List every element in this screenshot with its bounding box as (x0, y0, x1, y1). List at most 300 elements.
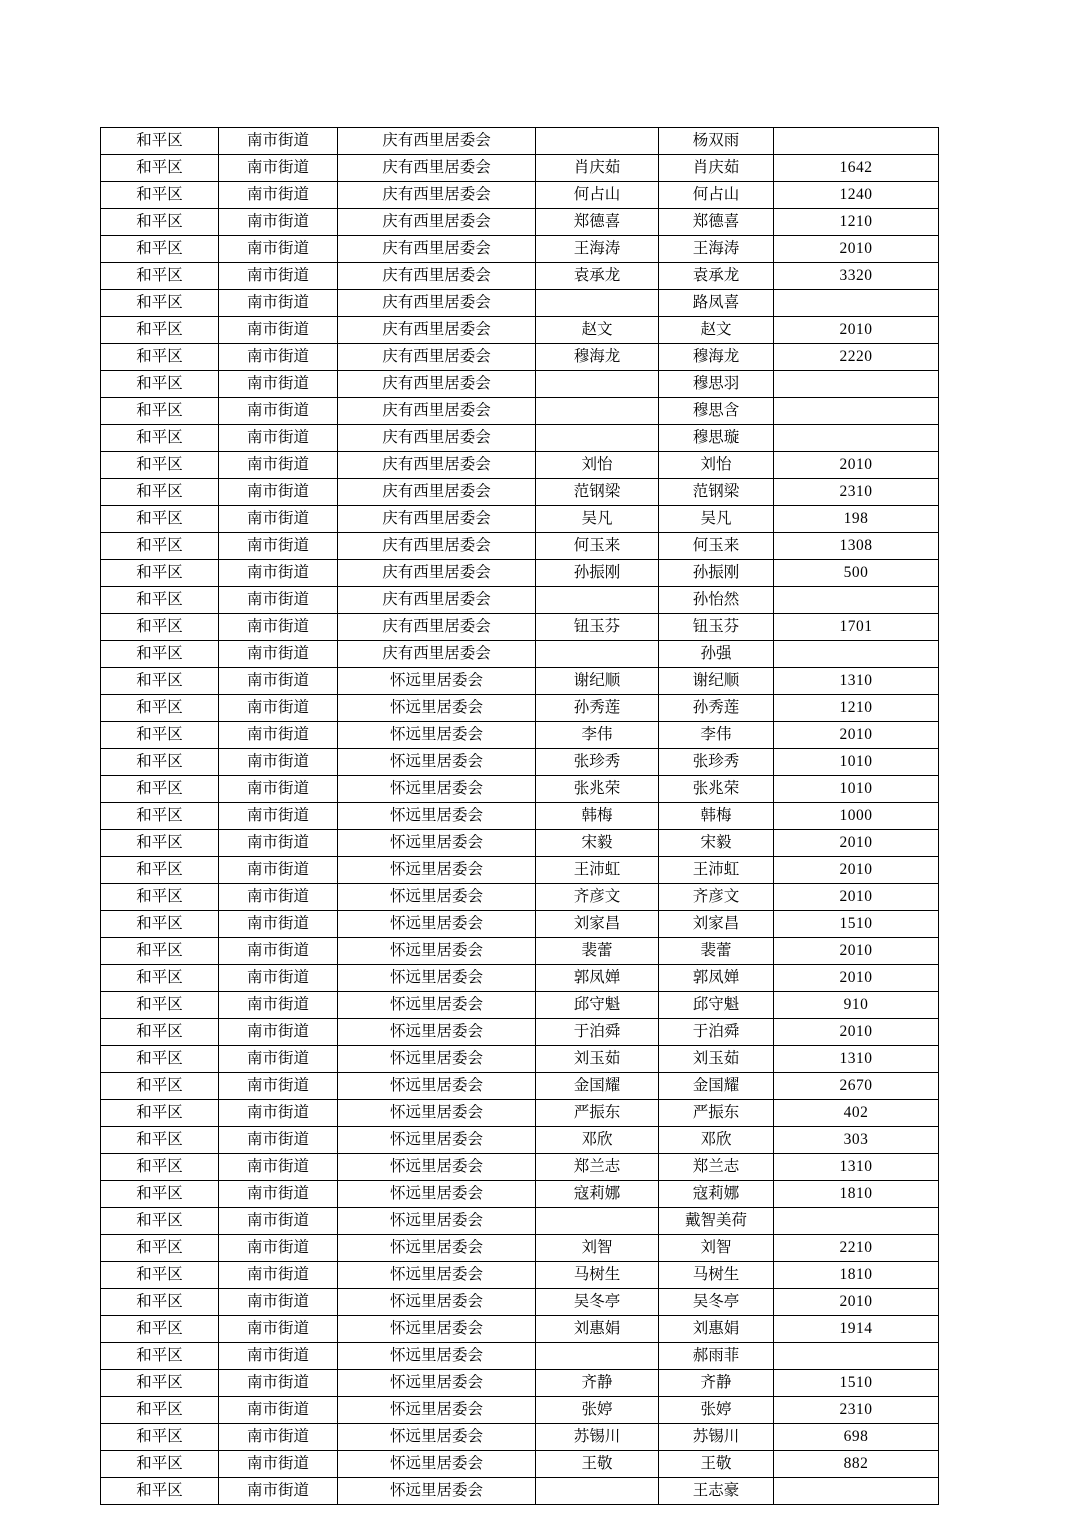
table-row (101, 668, 939, 695)
cell-name_a: 金国耀 (536, 1073, 659, 1100)
table-row (101, 965, 939, 992)
cell-amount: 2010 (774, 857, 939, 884)
cell-committee: 庆有西里居委会 (338, 587, 536, 614)
cell-name_b: 何玉来 (659, 533, 774, 560)
cell-name_b: 邓欣 (659, 1127, 774, 1154)
cell-amount: 2010 (774, 830, 939, 857)
table-row (101, 1208, 939, 1235)
cell-name_a: 张婷 (536, 1397, 659, 1424)
table-row (101, 1154, 939, 1181)
cell-amount: 198 (774, 506, 939, 533)
cell-amount: 1914 (774, 1316, 939, 1343)
cell-amount: 1240 (774, 182, 939, 209)
cell-name_a (536, 398, 659, 425)
cell-amount (774, 1208, 939, 1235)
cell-district: 和平区 (101, 209, 219, 236)
cell-name_a: 邓欣 (536, 1127, 659, 1154)
table-row (101, 1127, 939, 1154)
table-row (101, 830, 939, 857)
table-row (101, 1100, 939, 1127)
cell-amount: 3320 (774, 263, 939, 290)
cell-name_b: 刘怡 (659, 452, 774, 479)
cell-street: 南市街道 (219, 1451, 338, 1478)
table-row (101, 1019, 939, 1046)
cell-amount: 1642 (774, 155, 939, 182)
cell-amount (774, 290, 939, 317)
cell-committee: 怀远里居委会 (338, 1208, 536, 1235)
cell-district: 和平区 (101, 344, 219, 371)
cell-committee: 庆有西里居委会 (338, 425, 536, 452)
cell-district: 和平区 (101, 290, 219, 317)
cell-amount: 1701 (774, 614, 939, 641)
cell-name_b: 范钢梁 (659, 479, 774, 506)
cell-street: 南市街道 (219, 695, 338, 722)
cell-amount: 402 (774, 1100, 939, 1127)
cell-street: 南市街道 (219, 614, 338, 641)
cell-street: 南市街道 (219, 938, 338, 965)
cell-name_b: 赵文 (659, 317, 774, 344)
cell-name_b: 袁承龙 (659, 263, 774, 290)
cell-name_a (536, 425, 659, 452)
table-row (101, 290, 939, 317)
cell-committee: 怀远里居委会 (338, 857, 536, 884)
cell-district: 和平区 (101, 965, 219, 992)
table-row (101, 1397, 939, 1424)
cell-name_b: 金国耀 (659, 1073, 774, 1100)
cell-amount: 1308 (774, 533, 939, 560)
table-row (101, 1316, 939, 1343)
cell-district: 和平区 (101, 614, 219, 641)
cell-street: 南市街道 (219, 1100, 338, 1127)
cell-name_a: 郭凤婵 (536, 965, 659, 992)
roster-table-body (101, 128, 939, 1505)
cell-committee: 怀远里居委会 (338, 1370, 536, 1397)
cell-amount: 1000 (774, 803, 939, 830)
cell-name_b: 吴凡 (659, 506, 774, 533)
cell-committee: 怀远里居委会 (338, 1127, 536, 1154)
cell-street: 南市街道 (219, 1154, 338, 1181)
cell-district: 和平区 (101, 1073, 219, 1100)
cell-name_b: 刘玉茹 (659, 1046, 774, 1073)
cell-name_b: 韩梅 (659, 803, 774, 830)
cell-district: 和平区 (101, 884, 219, 911)
cell-name_b: 何占山 (659, 182, 774, 209)
cell-committee: 怀远里居委会 (338, 1019, 536, 1046)
cell-amount: 1310 (774, 1046, 939, 1073)
cell-committee: 怀远里居委会 (338, 1073, 536, 1100)
cell-name_a: 宋毅 (536, 830, 659, 857)
cell-name_a: 刘家昌 (536, 911, 659, 938)
cell-district: 和平区 (101, 1127, 219, 1154)
cell-district: 和平区 (101, 1451, 219, 1478)
cell-street: 南市街道 (219, 830, 338, 857)
cell-district: 和平区 (101, 533, 219, 560)
cell-district: 和平区 (101, 452, 219, 479)
cell-street: 南市街道 (219, 587, 338, 614)
cell-street: 南市街道 (219, 128, 338, 155)
cell-committee: 怀远里居委会 (338, 722, 536, 749)
cell-district: 和平区 (101, 425, 219, 452)
cell-street: 南市街道 (219, 479, 338, 506)
cell-committee: 怀远里居委会 (338, 830, 536, 857)
table-row (101, 938, 939, 965)
cell-name_a: 于泊舜 (536, 1019, 659, 1046)
table-row (101, 128, 939, 155)
cell-district: 和平区 (101, 695, 219, 722)
cell-committee: 庆有西里居委会 (338, 344, 536, 371)
cell-name_a (536, 128, 659, 155)
cell-committee: 怀远里居委会 (338, 1235, 536, 1262)
table-row (101, 992, 939, 1019)
cell-committee: 庆有西里居委会 (338, 398, 536, 425)
table-row (101, 263, 939, 290)
cell-committee: 怀远里居委会 (338, 938, 536, 965)
table-row (101, 533, 939, 560)
cell-committee: 庆有西里居委会 (338, 560, 536, 587)
table-row (101, 803, 939, 830)
cell-amount: 1210 (774, 209, 939, 236)
cell-street: 南市街道 (219, 1424, 338, 1451)
cell-amount (774, 641, 939, 668)
cell-district: 和平区 (101, 830, 219, 857)
cell-district: 和平区 (101, 911, 219, 938)
cell-name_b: 郝雨菲 (659, 1343, 774, 1370)
cell-name_a (536, 1478, 659, 1505)
cell-amount: 303 (774, 1127, 939, 1154)
cell-name_a: 吴冬亭 (536, 1289, 659, 1316)
table-row (101, 344, 939, 371)
cell-committee: 庆有西里居委会 (338, 263, 536, 290)
cell-district: 和平区 (101, 371, 219, 398)
cell-committee: 庆有西里居委会 (338, 371, 536, 398)
table-row (101, 884, 939, 911)
cell-name_b: 肖庆茹 (659, 155, 774, 182)
cell-amount: 500 (774, 560, 939, 587)
cell-name_b: 寇莉娜 (659, 1181, 774, 1208)
cell-name_a: 范钢梁 (536, 479, 659, 506)
cell-name_b: 钮玉芬 (659, 614, 774, 641)
cell-name_a: 王海涛 (536, 236, 659, 263)
cell-committee: 怀远里居委会 (338, 1451, 536, 1478)
cell-committee: 怀远里居委会 (338, 1046, 536, 1073)
cell-name_a: 王敬 (536, 1451, 659, 1478)
cell-committee: 怀远里居委会 (338, 1397, 536, 1424)
table-row (101, 209, 939, 236)
cell-street: 南市街道 (219, 992, 338, 1019)
cell-street: 南市街道 (219, 236, 338, 263)
cell-committee: 庆有西里居委会 (338, 614, 536, 641)
cell-street: 南市街道 (219, 344, 338, 371)
cell-name_b: 刘智 (659, 1235, 774, 1262)
table-row (101, 371, 939, 398)
cell-district: 和平区 (101, 857, 219, 884)
table-row (101, 1073, 939, 1100)
cell-street: 南市街道 (219, 857, 338, 884)
cell-street: 南市街道 (219, 803, 338, 830)
cell-committee: 怀远里居委会 (338, 1289, 536, 1316)
roster-table-container (100, 127, 938, 1505)
cell-name_a: 齐彦文 (536, 884, 659, 911)
cell-street: 南市街道 (219, 1235, 338, 1262)
table-row (101, 857, 939, 884)
cell-street: 南市街道 (219, 263, 338, 290)
cell-name_b: 宋毅 (659, 830, 774, 857)
cell-district: 和平区 (101, 722, 219, 749)
cell-amount: 698 (774, 1424, 939, 1451)
cell-name_a: 邱守魁 (536, 992, 659, 1019)
table-row (101, 182, 939, 209)
cell-committee: 怀远里居委会 (338, 668, 536, 695)
table-row (101, 236, 939, 263)
table-row (101, 749, 939, 776)
cell-committee: 庆有西里居委会 (338, 236, 536, 263)
cell-amount: 2010 (774, 938, 939, 965)
table-row (101, 452, 939, 479)
cell-street: 南市街道 (219, 317, 338, 344)
cell-committee: 庆有西里居委会 (338, 641, 536, 668)
cell-amount: 2010 (774, 722, 939, 749)
cell-name_b: 严振东 (659, 1100, 774, 1127)
cell-name_a: 袁承龙 (536, 263, 659, 290)
table-row (101, 155, 939, 182)
cell-amount: 2210 (774, 1235, 939, 1262)
cell-committee: 怀远里居委会 (338, 1478, 536, 1505)
cell-name_a: 孙秀莲 (536, 695, 659, 722)
cell-district: 和平区 (101, 1397, 219, 1424)
cell-committee: 庆有西里居委会 (338, 128, 536, 155)
cell-district: 和平区 (101, 1424, 219, 1451)
table-row (101, 1046, 939, 1073)
cell-name_b: 王沛虹 (659, 857, 774, 884)
cell-amount: 2010 (774, 884, 939, 911)
cell-committee: 怀远里居委会 (338, 884, 536, 911)
cell-name_a (536, 587, 659, 614)
cell-committee: 庆有西里居委会 (338, 452, 536, 479)
cell-amount (774, 587, 939, 614)
cell-name_a: 苏锡川 (536, 1424, 659, 1451)
cell-district: 和平区 (101, 1289, 219, 1316)
cell-name_a: 刘玉茹 (536, 1046, 659, 1073)
cell-district: 和平区 (101, 263, 219, 290)
cell-committee: 怀远里居委会 (338, 1424, 536, 1451)
cell-name_b: 张兆荣 (659, 776, 774, 803)
cell-amount: 2010 (774, 1019, 939, 1046)
cell-district: 和平区 (101, 1370, 219, 1397)
cell-amount: 910 (774, 992, 939, 1019)
cell-committee: 怀远里居委会 (338, 1343, 536, 1370)
cell-street: 南市街道 (219, 965, 338, 992)
cell-street: 南市街道 (219, 398, 338, 425)
cell-name_a: 张兆荣 (536, 776, 659, 803)
table-row (101, 1370, 939, 1397)
cell-amount: 2010 (774, 1289, 939, 1316)
cell-street: 南市街道 (219, 506, 338, 533)
cell-district: 和平区 (101, 1100, 219, 1127)
cell-district: 和平区 (101, 1208, 219, 1235)
cell-name_a: 齐静 (536, 1370, 659, 1397)
cell-street: 南市街道 (219, 1370, 338, 1397)
cell-district: 和平区 (101, 587, 219, 614)
cell-street: 南市街道 (219, 1478, 338, 1505)
cell-street: 南市街道 (219, 1343, 338, 1370)
cell-street: 南市街道 (219, 425, 338, 452)
cell-committee: 庆有西里居委会 (338, 182, 536, 209)
cell-committee: 庆有西里居委会 (338, 209, 536, 236)
cell-name_a (536, 641, 659, 668)
table-row (101, 425, 939, 452)
cell-name_a: 张珍秀 (536, 749, 659, 776)
table-row (101, 398, 939, 425)
cell-name_a (536, 1208, 659, 1235)
cell-district: 和平区 (101, 1262, 219, 1289)
cell-district: 和平区 (101, 641, 219, 668)
cell-name_b: 谢纪顺 (659, 668, 774, 695)
table-row (101, 1262, 939, 1289)
cell-name_a (536, 1343, 659, 1370)
table-row (101, 317, 939, 344)
cell-district: 和平区 (101, 1478, 219, 1505)
cell-committee: 庆有西里居委会 (338, 506, 536, 533)
cell-name_a: 穆海龙 (536, 344, 659, 371)
cell-committee: 庆有西里居委会 (338, 479, 536, 506)
cell-street: 南市街道 (219, 641, 338, 668)
cell-district: 和平区 (101, 560, 219, 587)
cell-street: 南市街道 (219, 560, 338, 587)
cell-name_b: 孙强 (659, 641, 774, 668)
cell-street: 南市街道 (219, 1397, 338, 1424)
cell-amount: 2010 (774, 317, 939, 344)
table-row (101, 1181, 939, 1208)
table-row (101, 641, 939, 668)
cell-name_a: 孙振刚 (536, 560, 659, 587)
cell-amount: 1210 (774, 695, 939, 722)
cell-committee: 庆有西里居委会 (338, 155, 536, 182)
cell-street: 南市街道 (219, 1208, 338, 1235)
cell-street: 南市街道 (219, 371, 338, 398)
cell-amount: 2010 (774, 236, 939, 263)
cell-committee: 怀远里居委会 (338, 695, 536, 722)
table-row (101, 911, 939, 938)
cell-name_b: 杨双雨 (659, 128, 774, 155)
cell-amount: 1810 (774, 1262, 939, 1289)
cell-name_b: 郭凤婵 (659, 965, 774, 992)
cell-name_a (536, 371, 659, 398)
cell-name_b: 张婷 (659, 1397, 774, 1424)
cell-committee: 怀远里居委会 (338, 1316, 536, 1343)
cell-district: 和平区 (101, 776, 219, 803)
cell-amount (774, 128, 939, 155)
cell-name_b: 路凤喜 (659, 290, 774, 317)
cell-street: 南市街道 (219, 1316, 338, 1343)
cell-name_a: 何占山 (536, 182, 659, 209)
cell-amount (774, 425, 939, 452)
cell-amount (774, 1478, 939, 1505)
cell-street: 南市街道 (219, 749, 338, 776)
cell-name_b: 苏锡川 (659, 1424, 774, 1451)
cell-street: 南市街道 (219, 533, 338, 560)
cell-street: 南市街道 (219, 155, 338, 182)
cell-name_a: 吴凡 (536, 506, 659, 533)
cell-name_b: 戴智美荷 (659, 1208, 774, 1235)
cell-committee: 怀远里居委会 (338, 803, 536, 830)
cell-name_a: 马树生 (536, 1262, 659, 1289)
cell-name_a: 钮玉芬 (536, 614, 659, 641)
cell-street: 南市街道 (219, 1181, 338, 1208)
table-row (101, 695, 939, 722)
cell-district: 和平区 (101, 236, 219, 263)
cell-amount: 2010 (774, 965, 939, 992)
cell-street: 南市街道 (219, 290, 338, 317)
cell-amount: 1310 (774, 1154, 939, 1181)
cell-name_a: 郑兰志 (536, 1154, 659, 1181)
cell-amount: 1510 (774, 1370, 939, 1397)
cell-name_a: 韩梅 (536, 803, 659, 830)
cell-name_b: 王志豪 (659, 1478, 774, 1505)
table-row (101, 587, 939, 614)
cell-street: 南市街道 (219, 911, 338, 938)
cell-street: 南市街道 (219, 1289, 338, 1316)
cell-street: 南市街道 (219, 884, 338, 911)
cell-name_a: 寇莉娜 (536, 1181, 659, 1208)
cell-name_a: 李伟 (536, 722, 659, 749)
cell-name_a: 裴蕾 (536, 938, 659, 965)
cell-amount: 1810 (774, 1181, 939, 1208)
table-row (101, 479, 939, 506)
cell-committee: 怀远里居委会 (338, 1100, 536, 1127)
cell-name_b: 孙怡然 (659, 587, 774, 614)
cell-street: 南市街道 (219, 1046, 338, 1073)
roster-table (100, 127, 939, 1505)
cell-district: 和平区 (101, 803, 219, 830)
cell-district: 和平区 (101, 479, 219, 506)
cell-name_a: 何玉来 (536, 533, 659, 560)
cell-name_b: 穆海龙 (659, 344, 774, 371)
table-row (101, 776, 939, 803)
table-row (101, 722, 939, 749)
cell-district: 和平区 (101, 1343, 219, 1370)
cell-name_a: 刘惠娟 (536, 1316, 659, 1343)
cell-district: 和平区 (101, 1154, 219, 1181)
cell-name_a: 刘智 (536, 1235, 659, 1262)
cell-name_b: 王海涛 (659, 236, 774, 263)
cell-street: 南市街道 (219, 209, 338, 236)
cell-street: 南市街道 (219, 1127, 338, 1154)
cell-street: 南市街道 (219, 668, 338, 695)
cell-district: 和平区 (101, 1019, 219, 1046)
cell-committee: 庆有西里居委会 (338, 317, 536, 344)
cell-district: 和平区 (101, 182, 219, 209)
cell-amount (774, 1343, 939, 1370)
cell-name_b: 裴蕾 (659, 938, 774, 965)
cell-name_a: 刘怡 (536, 452, 659, 479)
cell-name_a: 王沛虹 (536, 857, 659, 884)
cell-amount: 2010 (774, 452, 939, 479)
cell-amount: 2220 (774, 344, 939, 371)
cell-amount (774, 398, 939, 425)
cell-committee: 怀远里居委会 (338, 1181, 536, 1208)
table-row (101, 1478, 939, 1505)
cell-amount: 2310 (774, 1397, 939, 1424)
cell-committee: 怀远里居委会 (338, 992, 536, 1019)
cell-name_b: 郑兰志 (659, 1154, 774, 1181)
cell-name_a: 肖庆茹 (536, 155, 659, 182)
cell-name_a: 严振东 (536, 1100, 659, 1127)
cell-committee: 庆有西里居委会 (338, 290, 536, 317)
cell-amount: 1310 (774, 668, 939, 695)
cell-name_b: 于泊舜 (659, 1019, 774, 1046)
cell-name_b: 吴冬亭 (659, 1289, 774, 1316)
cell-name_a: 郑德喜 (536, 209, 659, 236)
